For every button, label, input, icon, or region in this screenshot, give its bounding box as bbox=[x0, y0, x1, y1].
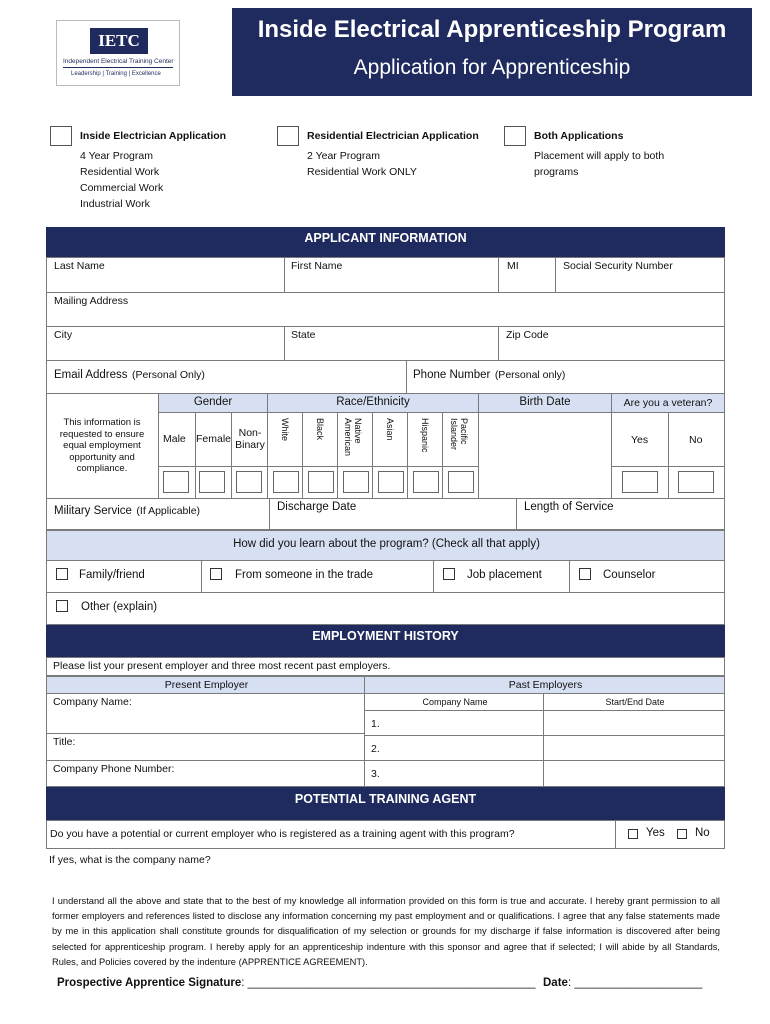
present-company-name-field[interactable] bbox=[46, 693, 365, 734]
phone-field[interactable] bbox=[406, 360, 725, 394]
ssn-label: Social Security Number bbox=[563, 260, 673, 272]
employment-heading-label: EMPLOYMENT HISTORY bbox=[312, 629, 459, 643]
present-phone-label: Company Phone Number: bbox=[53, 763, 175, 775]
race-black-checkbox[interactable] bbox=[308, 471, 334, 493]
ssn-field[interactable] bbox=[555, 257, 725, 293]
military-service-note: (If Applicable) bbox=[136, 505, 201, 517]
inside-application-line: 4 Year Program bbox=[80, 150, 153, 162]
discharge-date-field[interactable] bbox=[269, 498, 517, 530]
gender-heading bbox=[159, 394, 267, 412]
city-field[interactable] bbox=[46, 326, 285, 361]
employment-instruction-row bbox=[46, 657, 725, 676]
veteran-heading bbox=[612, 394, 724, 412]
military-service-field[interactable] bbox=[46, 498, 270, 530]
race-option-asian: Asian bbox=[385, 418, 395, 441]
page-title: Inside Electrical Apprenticeship Program bbox=[257, 16, 727, 43]
agent-heading bbox=[46, 787, 725, 820]
veteran-no-label: No bbox=[689, 434, 703, 446]
veteran-heading-label: Are you a veteran? bbox=[623, 397, 713, 409]
gender-option-male: Male bbox=[163, 433, 186, 445]
race-option-white: White bbox=[280, 418, 290, 442]
veteran-yes-label: Yes bbox=[631, 434, 649, 446]
past-col-dates-header bbox=[543, 693, 725, 711]
learn-other-checkbox[interactable] bbox=[56, 600, 68, 612]
race-heading bbox=[268, 394, 478, 412]
learn-counselor-checkbox[interactable] bbox=[579, 568, 591, 580]
signature-label: Prospective Apprentice Signature bbox=[57, 977, 242, 989]
residential-application-title: Residential Electrician Application bbox=[307, 130, 479, 142]
inside-application-title: Inside Electrician Application bbox=[80, 130, 227, 142]
phone-note: (Personal only) bbox=[494, 369, 566, 381]
learn-trade-checkbox[interactable] bbox=[210, 568, 222, 580]
residential-application-line: 2 Year Program bbox=[307, 150, 380, 162]
header-banner bbox=[232, 8, 752, 96]
inside-application-line: Commercial Work bbox=[80, 182, 164, 194]
past-employer-row-number: 1. bbox=[371, 718, 380, 730]
zip-label: Zip Code bbox=[506, 329, 549, 341]
last-name-field[interactable] bbox=[46, 257, 285, 293]
signature-blank: : _____________________________________________ bbox=[241, 977, 536, 989]
learn-trade-label: From someone in the trade bbox=[235, 569, 374, 581]
learn-job-placement-label: Job placement bbox=[467, 569, 542, 581]
residential-application-line: Residential Work ONLY bbox=[307, 166, 417, 178]
applicant-heading-label: APPLICANT INFORMATION bbox=[304, 231, 467, 245]
present-title-label: Title: bbox=[53, 736, 76, 748]
agent-no-checkbox[interactable] bbox=[677, 829, 687, 839]
last-name-label: Last Name bbox=[54, 260, 105, 272]
inside-application-line: Industrial Work bbox=[80, 198, 150, 210]
city-label: City bbox=[54, 329, 73, 341]
past-employer-dates[interactable] bbox=[543, 710, 725, 736]
both-applications-checkbox[interactable] bbox=[504, 126, 526, 146]
veteran-yes-checkbox[interactable] bbox=[622, 471, 658, 493]
present-phone-field[interactable] bbox=[46, 760, 365, 787]
learn-other-label: Other (explain) bbox=[81, 601, 158, 613]
race-option-black: Black bbox=[315, 418, 325, 441]
gender-female-checkbox[interactable] bbox=[199, 471, 225, 493]
gender-male-checkbox[interactable] bbox=[163, 471, 189, 493]
past-employer-dates[interactable] bbox=[543, 760, 725, 787]
learn-counselor-label: Counselor bbox=[603, 569, 656, 581]
email-label: Email Address bbox=[54, 369, 128, 381]
mi-field[interactable] bbox=[498, 257, 556, 293]
email-note: (Personal Only) bbox=[131, 369, 205, 381]
mailing-address-label: Mailing Address bbox=[54, 295, 129, 307]
date-label: Date bbox=[543, 977, 568, 989]
agent-question-row bbox=[46, 820, 616, 849]
past-employers-heading bbox=[364, 676, 725, 694]
past-employer-row-number: 2. bbox=[371, 743, 380, 755]
agent-followup-label: If yes, what is the company name? bbox=[49, 854, 211, 866]
logo bbox=[56, 20, 180, 86]
learn-family-label: Family/friend bbox=[79, 569, 145, 581]
race-white-checkbox[interactable] bbox=[273, 471, 299, 493]
present-title-field[interactable] bbox=[46, 733, 365, 761]
discharge-date-label: Discharge Date bbox=[277, 501, 357, 513]
logo-abbr: IETC bbox=[90, 28, 148, 54]
mi-label: MI bbox=[507, 260, 519, 272]
both-applications-line: Placement will apply to both bbox=[534, 150, 665, 162]
birth-date-heading-label: Birth Date bbox=[519, 396, 571, 408]
email-field[interactable] bbox=[46, 360, 407, 394]
residential-application-checkbox[interactable] bbox=[277, 126, 299, 146]
first-name-label: First Name bbox=[291, 260, 343, 272]
employment-instruction: Please list your present employer and three most recent past employers. bbox=[53, 660, 391, 672]
present-company-name-label: Company Name: bbox=[53, 696, 132, 708]
past-employer-dates[interactable] bbox=[543, 735, 725, 761]
gender-heading-label: Gender bbox=[193, 396, 233, 408]
gender-option-nonbinary: Non-Binary bbox=[235, 427, 265, 451]
race-heading-label: Race/Ethnicity bbox=[336, 396, 410, 408]
applicant-heading bbox=[46, 227, 725, 257]
past-employer-row-number: 3. bbox=[371, 768, 380, 780]
date-blank: : ____________________ bbox=[567, 977, 703, 989]
race-pacific-islander-checkbox[interactable] bbox=[448, 471, 474, 493]
certification-statement: I understand all the above and state that to the best of my knowledge all information provided on this form is true and accurate. I hereby grant permission to all former employers and references listed to disclose any information concerning my past employment and or qualifications. I agree that any false statements made by me in this application shall constitute grounds for disqualification of my selection or grounds for my discharge if false information is discovered after being selected for apprenticeship program. I hereby apply for an apprenticeship indenture with this sponsor and agree that if selected; I will abide by all Standards, Rules, and Policies covered by the indenture (APPRENTICE AGREEMENT). bbox=[52, 896, 720, 967]
agent-question: Do you have a potential or current employer who is registered as a training agent with this program? bbox=[50, 828, 515, 840]
gender-nonbinary-checkbox[interactable] bbox=[236, 471, 262, 493]
past-col-company-label: Company Name bbox=[422, 697, 488, 707]
past-employer-row[interactable] bbox=[364, 735, 544, 761]
both-applications-title: Both Applications bbox=[534, 130, 624, 142]
zip-field[interactable] bbox=[498, 326, 725, 361]
past-employer-row[interactable] bbox=[364, 710, 544, 736]
mailing-address-field[interactable] bbox=[46, 292, 725, 327]
employment-heading bbox=[46, 625, 725, 657]
agent-heading-label: POTENTIAL TRAINING AGENT bbox=[294, 792, 477, 806]
race-option-pacific-islander: Pacific Islander bbox=[449, 418, 469, 451]
past-col-dates-label: Start/End Date bbox=[605, 697, 665, 707]
learn-heading bbox=[46, 530, 725, 561]
learn-job-placement-checkbox[interactable] bbox=[443, 568, 455, 580]
birth-date-field[interactable] bbox=[480, 413, 610, 497]
military-service-label: Military Service bbox=[54, 505, 132, 517]
race-asian-checkbox[interactable] bbox=[378, 471, 404, 493]
gender-option-female: Female bbox=[196, 433, 232, 445]
signature-line[interactable] bbox=[57, 977, 535, 989]
logo-name: Independent Electrical Training Center bbox=[63, 58, 174, 65]
length-of-service-field[interactable] bbox=[516, 498, 725, 530]
veteran-no-checkbox[interactable] bbox=[678, 471, 714, 493]
learn-family-checkbox[interactable] bbox=[56, 568, 68, 580]
agent-yes-label: Yes bbox=[646, 827, 665, 839]
agent-yes-checkbox[interactable] bbox=[628, 829, 638, 839]
date-line[interactable] bbox=[543, 977, 702, 989]
inside-application-checkbox[interactable] bbox=[50, 126, 72, 146]
race-option-native-american: Native American bbox=[343, 418, 363, 457]
present-employer-label: Present Employer bbox=[164, 679, 249, 691]
past-employers-label: Past Employers bbox=[508, 679, 583, 691]
phone-label: Phone Number bbox=[413, 369, 491, 381]
inside-application-line: Residential Work bbox=[80, 166, 160, 178]
page-subtitle: Application for Apprenticeship bbox=[353, 56, 631, 79]
first-name-field[interactable] bbox=[284, 257, 499, 293]
logo-tagline: Leadership | Training | Excellence bbox=[71, 71, 161, 77]
past-employer-row[interactable] bbox=[364, 760, 544, 787]
agent-company-row[interactable] bbox=[46, 848, 725, 878]
present-employer-heading bbox=[46, 676, 365, 694]
agent-no-label: No bbox=[695, 827, 710, 839]
past-col-company-header bbox=[364, 693, 544, 711]
length-of-service-label: Length of Service bbox=[524, 501, 614, 513]
birth-date-heading bbox=[479, 394, 611, 412]
state-label: State bbox=[291, 329, 316, 341]
learn-question: How did you learn about the program? (Check all that apply) bbox=[233, 538, 540, 550]
eeo-note: This information is requested to ensure equal employment opportunity and compliance. bbox=[59, 417, 145, 474]
race-hispanic-checkbox[interactable] bbox=[413, 471, 439, 493]
race-option-hispanic: Hispanic bbox=[420, 418, 430, 453]
both-applications-line: programs bbox=[534, 166, 579, 178]
race-native-american-checkbox[interactable] bbox=[343, 471, 369, 493]
state-field[interactable] bbox=[284, 326, 499, 361]
